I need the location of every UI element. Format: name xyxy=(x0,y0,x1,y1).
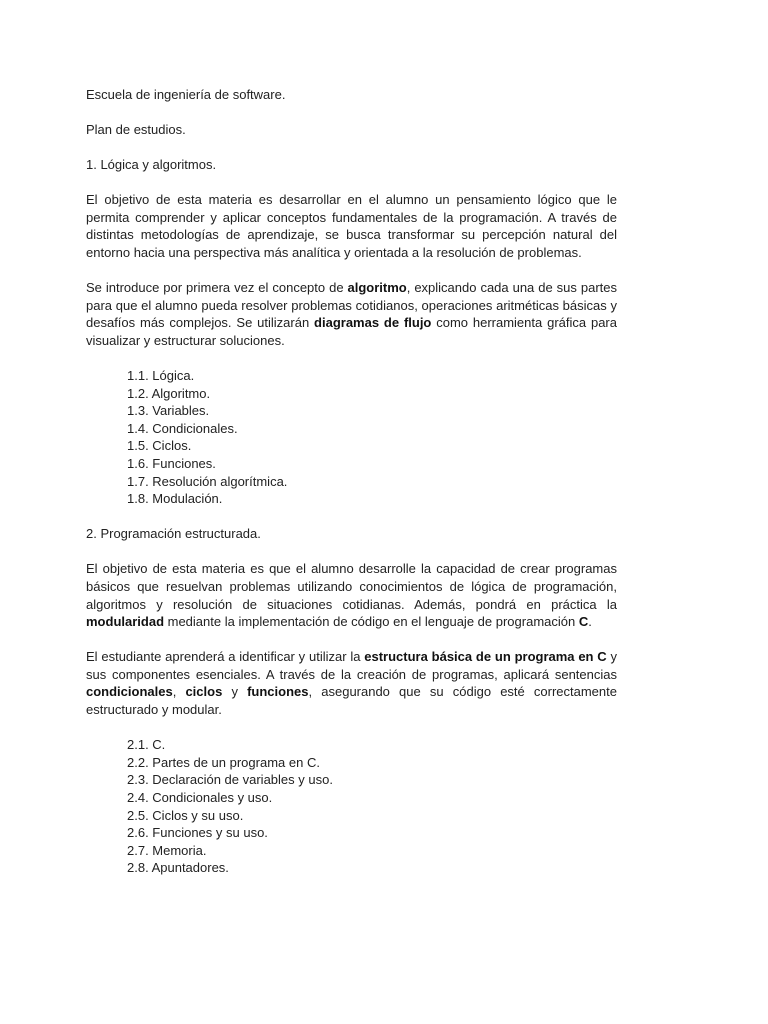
list-item: 2.2. Partes de un programa en C. xyxy=(127,754,320,770)
list-item: 2.6. Funciones y su uso. xyxy=(127,825,268,841)
list-item: 1.3. Variables. xyxy=(127,403,210,419)
list-item: 1.5. Ciclos. xyxy=(127,438,192,454)
bold-term-modularidad: modularidad xyxy=(86,614,165,630)
bold-term-c: C xyxy=(578,614,589,630)
section-1-title: 1. Lógica y algoritmos. xyxy=(86,157,217,173)
list-item: 2.8. Apuntadores. xyxy=(127,860,229,876)
list-item: 2.7. Memoria. xyxy=(127,842,207,858)
text-run: Se introduce por primera vez el concepto de xyxy=(86,280,348,296)
section-2-paragraph-1 xyxy=(86,560,617,630)
text-run: . xyxy=(588,614,592,630)
list-item: 1.8. Modulación. xyxy=(127,491,223,507)
text-run: El estudiante aprenderá a identificar y utilizar la xyxy=(86,649,365,665)
text-run: , explicando cada una de sus partes para que el alumno pueda resolver problemas cotidianos, operaciones aritméticas básicas y desafíos más complejos. Se utilizarán xyxy=(86,280,617,331)
section-1-paragraph-2 xyxy=(86,279,617,349)
text-run: El objetivo de esta materia es que el alumno desarrolle la capacidad de crear programas básicos que resuelvan problemas utilizando conocimientos de lógica de programación, algoritmos y resolución de situaciones cotidianas. Además, pondrá en práctica la xyxy=(86,561,617,612)
list-item: 1.2. Algoritmo. xyxy=(127,385,211,401)
bold-term-diagramas: diagramas de flujo xyxy=(314,315,432,331)
list-item: 1.1. Lógica. xyxy=(127,368,195,384)
text-run: , asegurando que su código esté correctamente estructurado y modular. xyxy=(86,684,617,718)
bold-term-estructura: estructura básica de un programa en C xyxy=(364,649,607,665)
section-2-paragraph-2 xyxy=(86,648,617,718)
text-run: como herramienta gráfica para visualizar y estructurar soluciones. xyxy=(86,315,617,348)
section-2-title: 2. Programación estructurada. xyxy=(86,526,261,542)
bold-term-ciclos: ciclos xyxy=(185,684,223,700)
list-item: 2.1. C. xyxy=(127,737,166,753)
text-run: y sus componentes esenciales. A través de la creación de programas, aplicará sentencias xyxy=(86,649,617,682)
plan-title: Plan de estudios. xyxy=(86,122,186,138)
bold-term-condicionales: condicionales xyxy=(86,684,173,700)
list-item: 2.3. Declaración de variables y uso. xyxy=(127,772,333,788)
list-item: 2.5. Ciclos y su uso. xyxy=(127,807,244,823)
list-item: 1.6. Funciones. xyxy=(127,456,216,471)
section-1-paragraph-1: El objetivo de esta materia es desarrollar en el alumno un pensamiento lógico que le permita comprender y aplicar conceptos fundamentales de la programación. A través de distintas metodologías de aprendizaje, se busca transformar su percepción natural del entorno hacia una perspectiva más analítica y orientada a la resolución de problemas. xyxy=(86,192,617,261)
list-item: 2.4. Condicionales y uso. xyxy=(127,789,273,805)
bold-term-algoritmo: algoritmo xyxy=(347,280,407,296)
section-2-topic-list xyxy=(86,736,617,877)
text-run: mediante la implementación de código en el lenguaje de programación xyxy=(164,614,579,630)
text-run: y xyxy=(222,684,248,700)
list-item: 1.4. Condicionales. xyxy=(127,420,238,436)
bold-term-funciones: funciones xyxy=(247,684,309,700)
school-name: Escuela de ingeniería de software. xyxy=(86,87,286,102)
text-run: , xyxy=(172,684,186,700)
list-item: 1.7. Resolución algorítmica. xyxy=(127,473,288,489)
section-1-topic-list xyxy=(86,367,617,508)
